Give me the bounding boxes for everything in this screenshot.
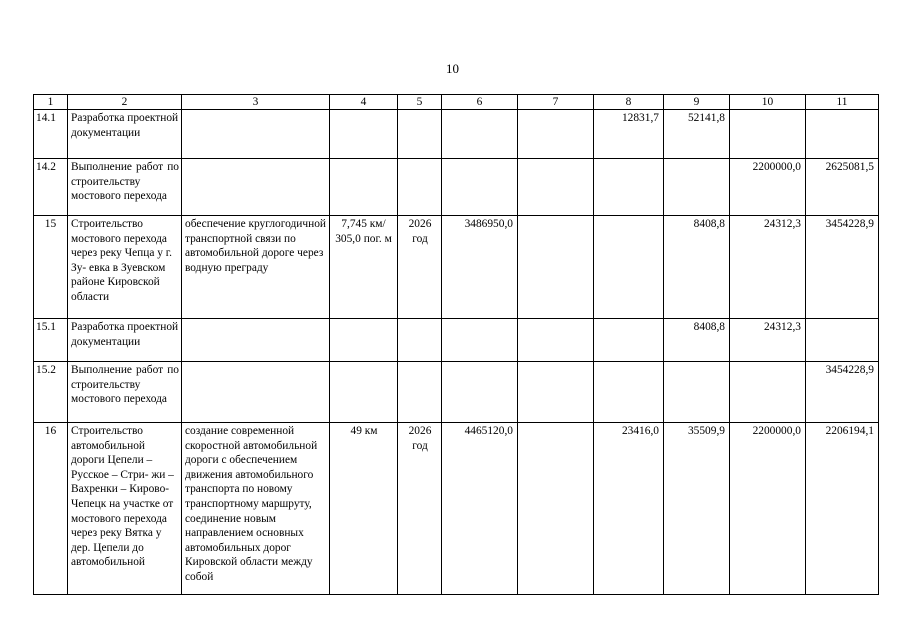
column-header: 4 — [330, 95, 398, 110]
value-col-11: 3454228,9 — [806, 216, 879, 319]
item-capacity: 49 км — [330, 423, 398, 595]
item-cost — [442, 110, 518, 159]
value-col-9: 52141,8 — [664, 110, 730, 159]
item-cost — [442, 159, 518, 216]
item-year: 2026 год — [398, 423, 442, 595]
item-capacity — [330, 110, 398, 159]
item-purpose — [182, 110, 330, 159]
column-header: 5 — [398, 95, 442, 110]
value-col-8 — [594, 216, 664, 319]
value-col-8 — [594, 159, 664, 216]
column-header: 10 — [730, 95, 806, 110]
column-header: 11 — [806, 95, 879, 110]
value-col-11 — [806, 110, 879, 159]
item-cost — [442, 319, 518, 362]
value-col-7 — [518, 159, 594, 216]
value-col-7 — [518, 423, 594, 595]
document-table — [33, 94, 879, 595]
column-header: 8 — [594, 95, 664, 110]
value-col-10: 2200000,0 — [730, 159, 806, 216]
value-col-7 — [518, 216, 594, 319]
item-year: 2026 год — [398, 216, 442, 319]
value-col-10 — [730, 110, 806, 159]
value-col-8 — [594, 362, 664, 423]
row-number: 14.1 — [34, 110, 68, 159]
column-header: 7 — [518, 95, 594, 110]
table-row — [34, 159, 879, 216]
value-col-11: 3454228,9 — [806, 362, 879, 423]
item-capacity — [330, 159, 398, 216]
item-cost: 4465120,0 — [442, 423, 518, 595]
table-row — [34, 216, 879, 319]
value-col-9: 35509,9 — [664, 423, 730, 595]
value-col-10: 24312,3 — [730, 216, 806, 319]
item-cost — [442, 362, 518, 423]
item-name: Разработка проектной документации — [68, 110, 182, 159]
value-col-11: 2625081,5 — [806, 159, 879, 216]
column-header: 9 — [664, 95, 730, 110]
value-col-10: 24312,3 — [730, 319, 806, 362]
row-number: 15.1 — [34, 319, 68, 362]
column-header: 3 — [182, 95, 330, 110]
value-col-7 — [518, 362, 594, 423]
value-col-11 — [806, 319, 879, 362]
item-purpose — [182, 362, 330, 423]
header-row — [34, 95, 879, 110]
row-number: 16 — [34, 423, 68, 595]
item-cost: 3486950,0 — [442, 216, 518, 319]
value-col-8: 23416,0 — [594, 423, 664, 595]
item-purpose — [182, 159, 330, 216]
row-number: 15 — [34, 216, 68, 319]
item-name: Строительство мостового перехода через реку Чепца у г. Зу- евка в Зуевском районе Кировской области — [68, 216, 182, 319]
column-header: 6 — [442, 95, 518, 110]
item-capacity — [330, 362, 398, 423]
item-year — [398, 159, 442, 216]
table-row — [34, 110, 879, 159]
row-number: 15.2 — [34, 362, 68, 423]
item-name: Выполнение работ по строительству мостового перехода — [68, 159, 182, 216]
item-name: Выполнение работ по строительству мостового перехода — [68, 362, 182, 423]
value-col-10: 2200000,0 — [730, 423, 806, 595]
table-row — [34, 423, 879, 595]
item-purpose: создание современной скоростной автомобильной дороги с обеспечением движения автомобильного транспорта по новому транспортному маршруту, соединение новым направлением основных автомобильных дорог Кировской области между собой — [182, 423, 330, 595]
row-number: 14.2 — [34, 159, 68, 216]
item-name: Разработка проектной документации — [68, 319, 182, 362]
item-year — [398, 319, 442, 362]
column-header: 2 — [68, 95, 182, 110]
value-col-9 — [664, 159, 730, 216]
value-col-7 — [518, 319, 594, 362]
item-capacity — [330, 319, 398, 362]
value-col-9: 8408,8 — [664, 216, 730, 319]
item-year — [398, 110, 442, 159]
column-header: 1 — [34, 95, 68, 110]
value-col-9 — [664, 362, 730, 423]
value-col-11: 2206194,1 — [806, 423, 879, 595]
value-col-9: 8408,8 — [664, 319, 730, 362]
item-year — [398, 362, 442, 423]
page-number: 10 — [446, 61, 459, 76]
table-row — [34, 319, 879, 362]
value-col-7 — [518, 110, 594, 159]
value-col-10 — [730, 362, 806, 423]
item-name: Строительство автомобильной дороги Цепели – Русское – Стри- жи – Вахренки – Кирово-Чепецк на участке от мостового перехода через реку Вятка у дер. Цепели до автомобильной — [68, 423, 182, 595]
value-col-8: 12831,7 — [594, 110, 664, 159]
value-col-8 — [594, 319, 664, 362]
item-capacity: 7,745 км/ 305,0 пог. м — [330, 216, 398, 319]
item-purpose: обеспечение круглогодичной транспортной связи по автомобильной дороге через водную преграду — [182, 216, 330, 319]
item-purpose — [182, 319, 330, 362]
table-row — [34, 362, 879, 423]
